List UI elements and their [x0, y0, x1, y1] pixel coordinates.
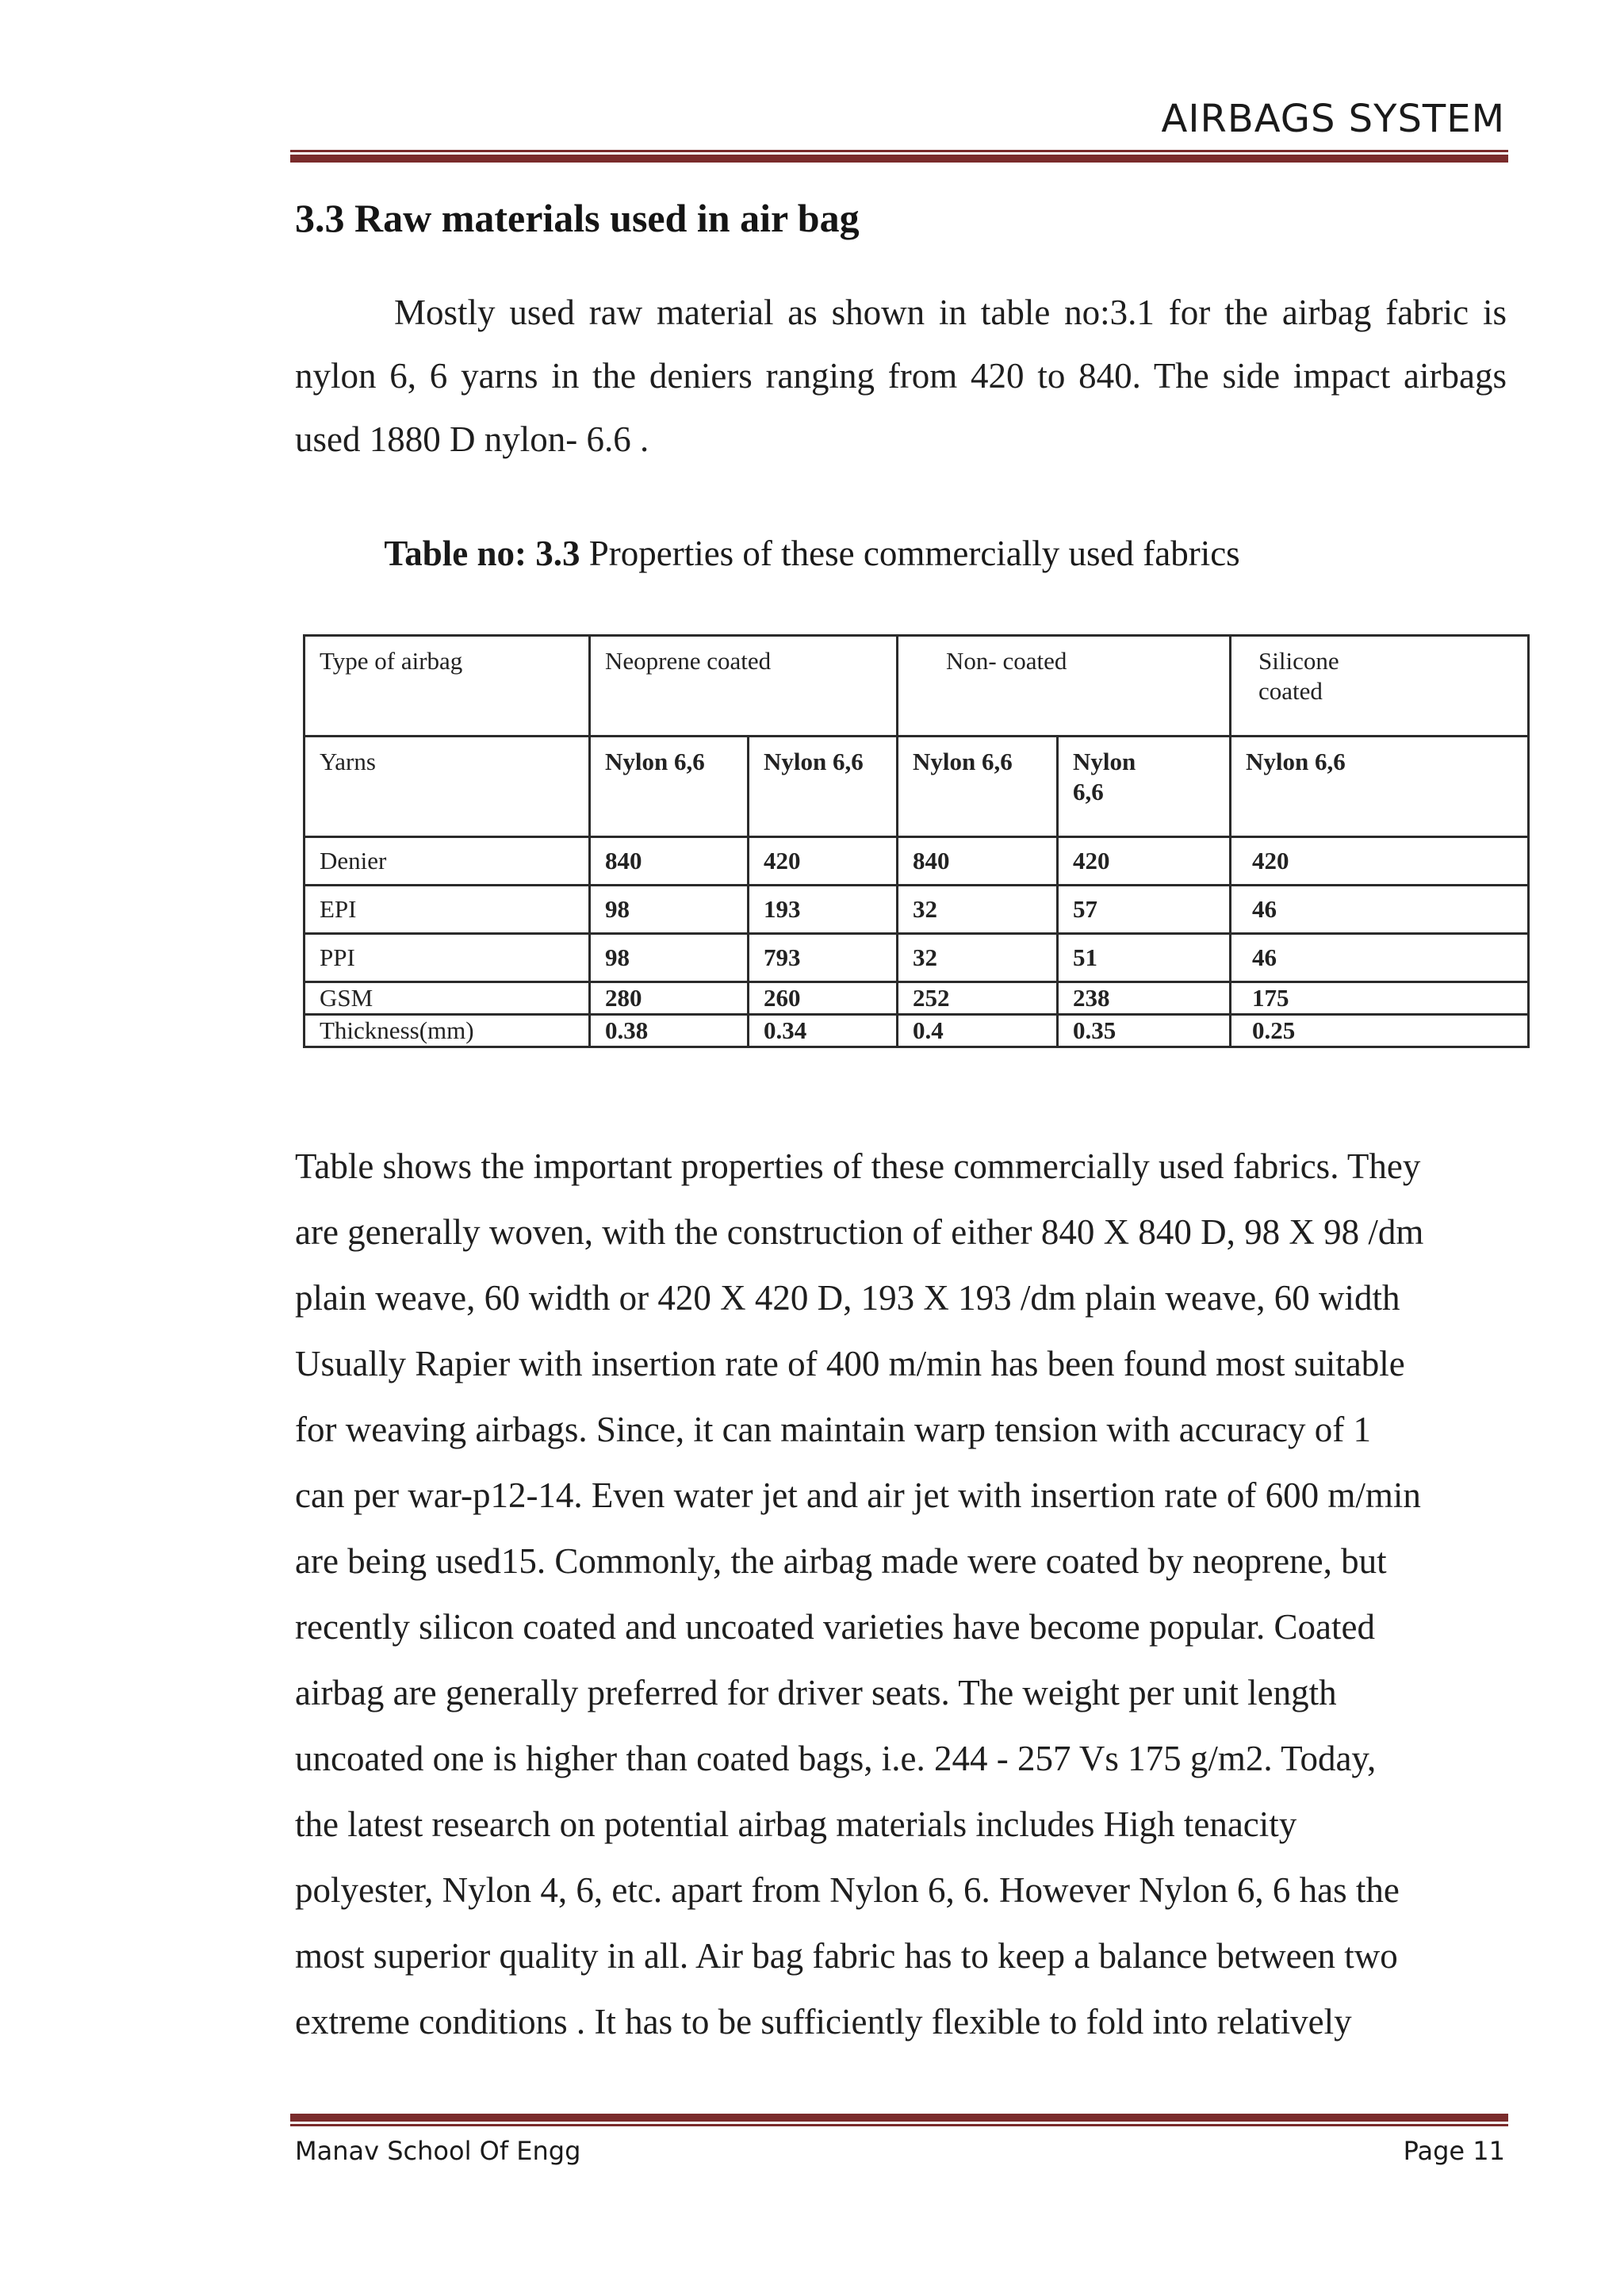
header-non-coated: Non- coated	[898, 636, 1231, 737]
table-cell: 420	[1058, 837, 1231, 886]
header-silicone-coated-text: Silicone coated	[1258, 647, 1339, 705]
body-line: extreme conditions . It has to be sufficiently flexible to fold into relatively	[295, 2002, 1352, 2042]
header-silicone-coated	[1231, 636, 1529, 737]
table-cell: 98	[590, 886, 749, 934]
table-row	[304, 837, 1529, 886]
table-cell: 193	[749, 886, 898, 934]
header-type-of-airbag: Type of airbag	[304, 636, 590, 737]
table-cell: 420	[749, 837, 898, 886]
body-line: uncoated one is higher than coated bags, i.e. 244 - 257 Vs 175 g/m2. Today,	[295, 1739, 1377, 1778]
table-cell: 0.38	[590, 1015, 749, 1047]
table-row	[304, 1015, 1529, 1047]
footer-rule-thin	[290, 2124, 1508, 2126]
table-cell: 32	[898, 934, 1058, 982]
body-line: are being used15. Commonly, the airbag made were coated by neoprene, but	[295, 1541, 1387, 1581]
header-rule-thin	[290, 150, 1508, 152]
table-cell	[1058, 737, 1231, 837]
table-cell: 51	[1058, 934, 1231, 982]
table-cell: 98	[590, 934, 749, 982]
footer-page-number: Page 11	[1403, 2136, 1505, 2166]
header-rule-thick	[290, 155, 1508, 163]
table-cell: 840	[898, 837, 1058, 886]
table-cell: Nylon 6,6	[590, 737, 749, 837]
table-caption-label: Table no: 3.3	[384, 534, 580, 573]
body-line: recently silicon coated and uncoated varieties have become popular. Coated	[295, 1607, 1375, 1647]
table-cell: 840	[590, 837, 749, 886]
table-cell: 252	[898, 982, 1058, 1015]
body-line: the latest research on potential airbag materials includes High tenacity	[295, 1804, 1297, 1844]
properties-table	[303, 634, 1530, 1048]
running-header: AIRBAGS SYSTEM	[1161, 97, 1505, 141]
table-row	[304, 982, 1529, 1015]
table-cell: 238	[1058, 982, 1231, 1015]
table-cell-text: Nylon 6,6	[1073, 748, 1136, 806]
table-cell: 793	[749, 934, 898, 982]
row-label: PPI	[304, 934, 590, 982]
row-label: GSM	[304, 982, 590, 1015]
table-cell: 0.34	[749, 1015, 898, 1047]
footer-school-name: Manav School Of Engg	[295, 2136, 581, 2166]
body-line: plain weave, 60 width or 420 X 420 D, 193 X 193 /dm plain weave, 60 width	[295, 1278, 1400, 1318]
table-header-row	[304, 636, 1529, 737]
row-label: Thickness(mm)	[304, 1015, 590, 1047]
table-row	[304, 934, 1529, 982]
table-row	[304, 886, 1529, 934]
body-line: polyester, Nylon 4, 6, etc. apart from Nylon 6, 6. However Nylon 6, 6 has the	[295, 1870, 1400, 1910]
body-line: are generally woven, with the construction of either 840 X 840 D, 98 X 98 /dm	[295, 1212, 1424, 1252]
body-line: for weaving airbags. Since, it can maintain warp tension with accuracy of 1	[295, 1410, 1372, 1449]
table-caption	[0, 533, 1624, 574]
table-cell: 46	[1231, 886, 1529, 934]
header-neoprene-coated: Neoprene coated	[590, 636, 898, 737]
body-line: Table shows the important properties of these commercially used fabrics. They	[295, 1146, 1421, 1186]
body-line: Usually Rapier with insertion rate of 400 m/min has been found most suitable	[295, 1344, 1405, 1383]
body-paragraph	[295, 1134, 1532, 2055]
body-line: can per war-p12-14. Even water jet and air jet with insertion rate of 600 m/min	[295, 1475, 1421, 1515]
row-label: Denier	[304, 837, 590, 886]
table-cell: 0.25	[1231, 1015, 1529, 1047]
body-line: most superior quality in all. Air bag fabric has to keep a balance between two	[295, 1936, 1398, 1976]
table-caption-text: Properties of these commercially used fabrics	[580, 534, 1240, 573]
table-cell: 0.35	[1058, 1015, 1231, 1047]
table-cell: Nylon 6,6	[749, 737, 898, 837]
table-cell: Nylon 6,6	[1231, 737, 1529, 837]
table-cell: 46	[1231, 934, 1529, 982]
table-cell: 57	[1058, 886, 1231, 934]
table-row	[304, 737, 1529, 837]
table-cell: 0.4	[898, 1015, 1058, 1047]
table-cell: 260	[749, 982, 898, 1015]
body-line: airbag are generally preferred for driver seats. The weight per unit length	[295, 1673, 1337, 1712]
row-label: EPI	[304, 886, 590, 934]
table-cell: 280	[590, 982, 749, 1015]
table-cell: 420	[1231, 837, 1529, 886]
intro-paragraph: Mostly used raw material as shown in table no:3.1 for the airbag fabric is nylon 6, 6 yarns in the deniers ranging from 420 to 840. The side impact airbags used 1880 D nylon- 6.6 .	[295, 293, 1507, 459]
section-heading: 3.3 Raw materials used in air bag	[295, 196, 860, 240]
footer-rule-thick	[290, 2114, 1508, 2122]
table-cell: 175	[1231, 982, 1529, 1015]
table-cell: 32	[898, 886, 1058, 934]
row-label: Yarns	[304, 737, 590, 837]
table-cell: Nylon 6,6	[898, 737, 1058, 837]
